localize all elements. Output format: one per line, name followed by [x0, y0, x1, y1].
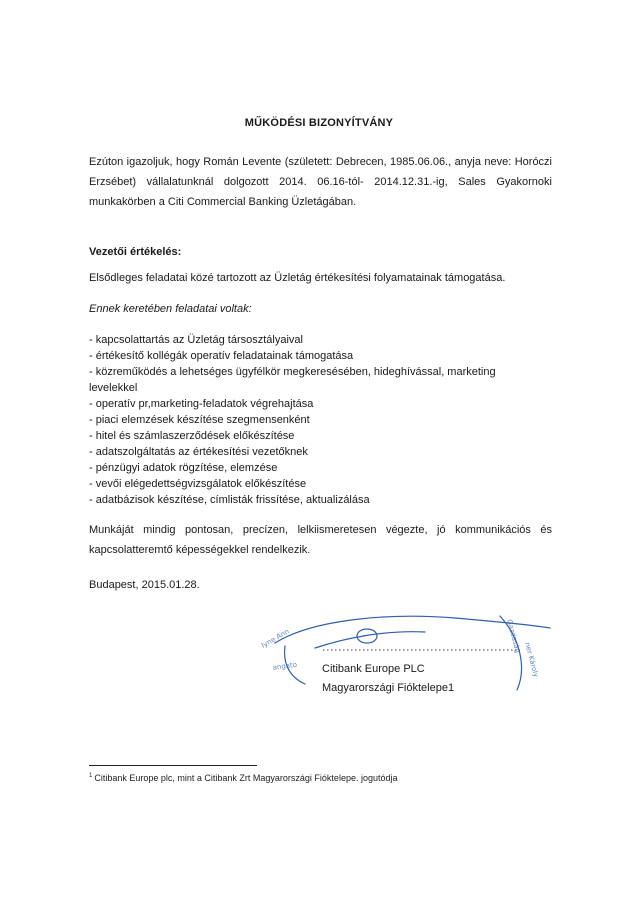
list-item: - pénzügyi adatok rögzítése, elemzése: [89, 462, 278, 474]
footnote-text: Citibank Europe plc, mint a Citibank Zrt Magyarországi Fióktelepe. jogutódja: [94, 773, 398, 783]
evaluation-heading: Vezetői értékelés:: [89, 246, 182, 258]
stamp-fragment: angato: [272, 660, 298, 672]
signature-stroke: [315, 632, 425, 648]
stamp-fragment: Iyne Ann: [260, 627, 291, 650]
closing-paragraph: Munkáját mindig pontosan, precízen, lelkiismeretesen végezte, jó kommunikációs és kapcsolatteremtő képességekkel rendelkezik.: [89, 524, 552, 556]
stamp-fragment: Gazdaság: [505, 618, 522, 654]
document-title: MŰKÖDÉSI BIZONYÍTVÁNY: [244, 117, 394, 129]
list-item: - értékesítő kollégák operatív feladatainak támogatása: [89, 350, 354, 362]
company-name: Citibank Europe PLC: [322, 663, 425, 675]
stamp-fragment: ner Károly: [523, 641, 541, 679]
list-item: - közreműködés a lehetséges ügyfélkör megkeresésében, hideghívással, marketing levelekkel: [89, 366, 496, 394]
company-block: [322, 660, 454, 698]
list-item: - operatív pr,marketing-feladatok végrehajtása: [89, 398, 314, 410]
list-item: - adatbázisok készítése, címlisták frissítése, aktualizálása: [89, 494, 370, 506]
footnote: [89, 773, 398, 783]
place-date: Budapest, 2015.01.28.: [89, 579, 200, 591]
footnote-marker: 1: [89, 773, 93, 779]
tasks-heading: Ennek keretében feladatai voltak:: [89, 303, 252, 315]
list-item: - adatszolgáltatás az értékesítési vezetőknek: [89, 446, 308, 458]
intro-paragraph: Ezúton igazoljuk, hogy Román Levente (született: Debrecen, 1985.06.06., anyja neve: Horóczi Erzsébet) vállalatunknál dolgozott 2014. 06.16-tól- 2014.12.31.-ig, Sales Gyakornoki munkakörben a Citi Commercial Banking Üzletágában.: [89, 156, 552, 208]
primary-duty-text: Elsődleges feladatai közé tartozott az Üzletág értékesítési folyamatainak támogatása.: [89, 272, 506, 284]
footnote-divider: [89, 765, 257, 766]
list-item: - kapcsolattartás az Üzletág társosztályaival: [89, 334, 303, 346]
company-branch: Magyarországi Fióktelepe1: [322, 682, 455, 694]
list-item: - hitel és számlaszerződések előkészítése: [89, 430, 295, 442]
list-item: - vevői elégedettségvizsgálatok előkészítése: [89, 478, 307, 490]
list-item: - piaci elemzések készítése szegmensenként: [89, 414, 310, 426]
task-list: [89, 332, 529, 508]
